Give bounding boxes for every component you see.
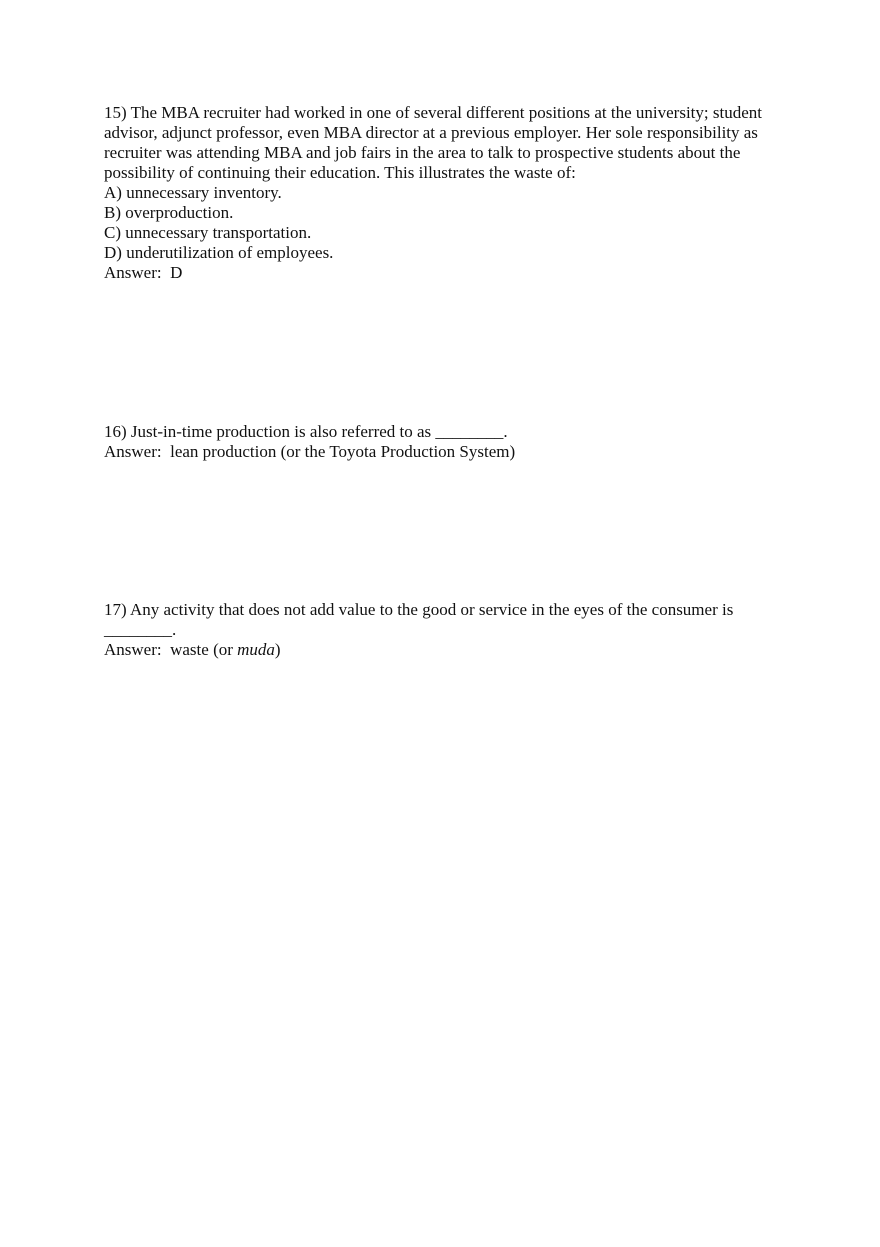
answer-line	[104, 640, 794, 660]
answer-line	[104, 263, 794, 283]
answer-value-prefix: waste (or	[170, 640, 238, 659]
question-stem-line: ________.	[104, 620, 177, 639]
question-stem-text: The MBA recruiter had worked in one of several different positions at the university; student	[130, 103, 762, 122]
answer-value: lean production (or the Toyota Production System)	[170, 442, 516, 461]
answer-label: Answer:	[104, 442, 171, 461]
answer-option-b: B) overproduction.	[104, 203, 234, 222]
answer-label: Answer:	[104, 640, 171, 659]
question-16	[104, 422, 794, 462]
answer-option-c: C) unnecessary transportation.	[104, 223, 312, 242]
question-stem-text: Just-in-time production is also referred to as ________.	[130, 422, 508, 441]
question-stem-line	[104, 422, 794, 442]
question-number: 15)	[104, 103, 127, 122]
question-17	[104, 600, 794, 660]
answer-value-suffix: )	[274, 640, 281, 659]
answer-value: D	[170, 263, 183, 282]
question-stem-line: advisor, adjunct professor, even MBA director at a previous employer. Her sole responsibility as	[104, 123, 758, 142]
question-number: 16)	[104, 422, 127, 441]
question-stem-line: recruiter was attending MBA and job fairs in the area to talk to prospective students about the	[104, 143, 741, 162]
answer-value-italic: muda	[237, 640, 275, 659]
question-15	[104, 103, 794, 283]
question-stem-text: Any activity that does not add value to the good or service in the eyes of the consumer is	[129, 600, 734, 619]
question-stem-line	[104, 103, 794, 123]
question-number: 17)	[104, 600, 127, 619]
answer-label: Answer:	[104, 263, 171, 282]
question-stem-line: possibility of continuing their education. This illustrates the waste of:	[104, 163, 576, 182]
answer-option-d: D) underutilization of employees.	[104, 243, 334, 262]
answer-line	[104, 442, 794, 462]
question-stem-line	[104, 600, 794, 620]
answer-option-a: A) unnecessary inventory.	[104, 183, 282, 202]
